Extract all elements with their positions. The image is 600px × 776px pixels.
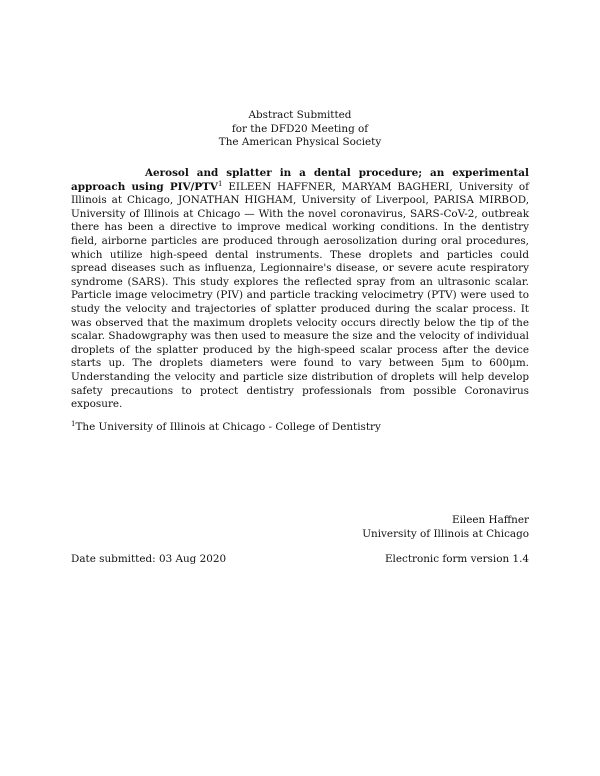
signature-name: Eileen Haffner xyxy=(452,514,529,526)
title-footnote-mark: 1 xyxy=(217,179,223,188)
abstract-title: Aerosol and splatter in a dental procedure; an experimental approach using PIV/PTV xyxy=(71,167,529,193)
header-line-2: for the DFD20 Meeting of xyxy=(231,122,369,135)
author-body-separator: — xyxy=(240,207,259,220)
header-line-3: The American Physical Society xyxy=(218,136,382,149)
footnote-text: The University of Illinois at Chicago - College of Dentistry xyxy=(75,421,381,433)
abstract-body: With the novel coronavirus, SARS-CoV-2, outbreak there has been a directive to improve medical working conditions. In the dentistry field, airborne particles are produced through aerosolization during oral procedures, which utilize high-speed dental instruments. These droplets and particles could spread diseases such as influenza, Legionnaire's disease, or severe acute respiratory syndrome (SARS). This study explores the reflected spray from an ultrasonic scalar. Particle image velocimetry (PIV) and particle tracking velocimetry (PTV) were used to study the velocity and trajectories of splatter produced during the scalar process. It was observed that the maximum droplets velocity occurs directly below the tip of the scalar. Shadowgraphy was then used to measure the size and the velocity of individual droplets of the splatter produced by the high-speed scalar process after the device starts up. The droplets diameters were found to vary between 5μm to 600μm. Understanding the velocity and particle size distribution of droplets will help develop safety precautions to protect dentistry professionals from possible Coronavirus exposure. xyxy=(71,207,529,411)
date-submitted: Date submitted: 03 Aug 2020 xyxy=(71,553,227,565)
author-list: EILEEN HAFFNER, MARYAM BAGHERI, University of Illinois at Chicago, JONATHAN HIGHAM, University of Liverpool, PARISA MIRBOD, University of Illinois at Chicago xyxy=(71,180,530,220)
footnote-mark: 1 xyxy=(71,420,76,428)
signature-affiliation: University of Illinois at Chicago xyxy=(362,528,529,541)
footnote xyxy=(71,421,529,435)
submission-header xyxy=(0,109,600,150)
signature-block xyxy=(362,513,529,542)
form-version: Electronic form version 1.4 xyxy=(384,553,529,565)
submission-footer xyxy=(71,553,529,567)
abstract-block xyxy=(71,167,529,412)
header-line-1: Abstract Submitted xyxy=(248,109,352,121)
